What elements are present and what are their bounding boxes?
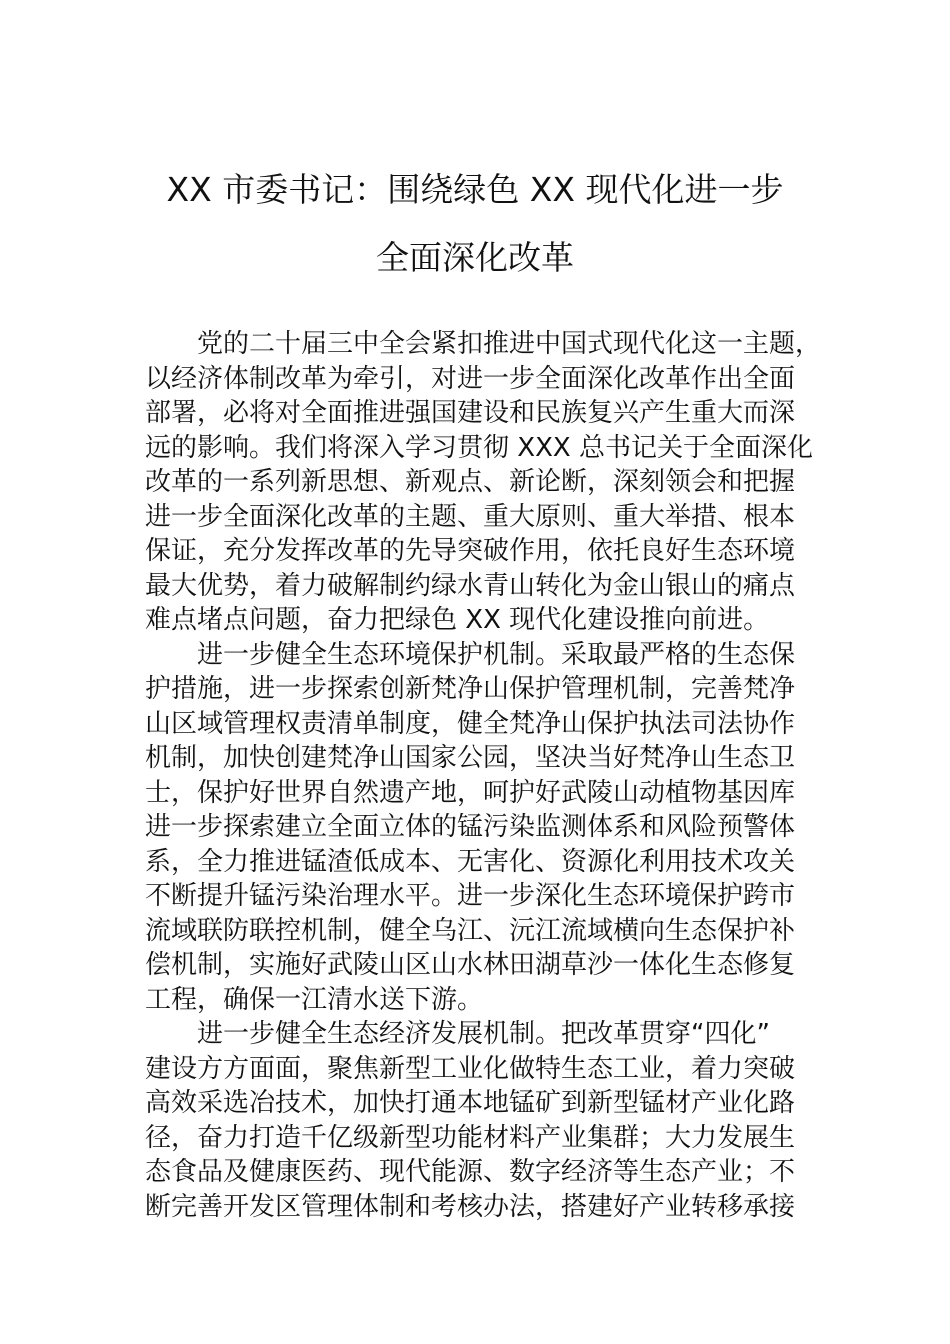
paragraph-1-line: 部署，必将对全面推进强国建设和民族复兴产生重大而深 bbox=[145, 398, 796, 428]
paragraph-3-line: 态食品及健康医药、现代能源、数字经济等生态产业；不 bbox=[145, 1157, 796, 1187]
paragraph-1-line: 改革的一系列新思想、新观点、新论断，深刻领会和把握 bbox=[145, 467, 796, 497]
paragraph-2-line: 工程，确保一江清水送下游。 bbox=[145, 984, 484, 1015]
paragraph-2-line: 机制，加快创建梵净山国家公园，坚决当好梵净山生态卫 bbox=[145, 743, 796, 773]
document-title-line-1: XX 市委书记：围绕绿色 XX 现代化进一步 bbox=[166, 170, 784, 209]
document-title-line-2: 全面深化改革 bbox=[376, 238, 574, 277]
paragraph-3-line: 建设方方面面，聚焦新型工业化做特生态工业，着力突破 bbox=[145, 1053, 796, 1084]
paragraph-1-line: 进一步全面深化改革的主题、重大原则、重大举措、根本 bbox=[145, 501, 796, 532]
paragraph-2-line: 进一步探索建立全面立体的锰污染监测体系和风险预警体 bbox=[145, 812, 796, 842]
paragraph-3-line: 进一步健全生态经济发展机制。把改革贯穿“四化” bbox=[197, 1019, 770, 1049]
paragraph-2-line: 护措施，进一步探索创新梵净山保护管理机制，完善梵净 bbox=[145, 674, 796, 704]
paragraph-1-line: 最大优势，着力破解制约绿水青山转化为金山银山的痛点 bbox=[145, 570, 796, 601]
paragraph-3-line: 径，奋力打造千亿级新型功能材料产业集群；大力发展生 bbox=[145, 1122, 796, 1153]
paragraph-2-line: 进一步健全生态环境保护机制。采取最严格的生态保 bbox=[197, 639, 796, 670]
paragraph-1-line: 以经济体制改革为牵引，对进一步全面深化改革作出全面 bbox=[145, 363, 796, 394]
paragraph-2-line: 流域联防联控机制，健全乌江、沅江流域横向生态保护补 bbox=[145, 915, 796, 946]
paragraph-2-line: 士，保护好世界自然遗产地，呵护好武陵山动植物基因库 bbox=[145, 777, 796, 808]
paragraph-2-line: 不断提升锰污染治理水平。进一步深化生态环境保护跨市 bbox=[145, 881, 796, 911]
paragraph-1-line: 保证，充分发挥改革的先导突破作用，依托良好生态环境 bbox=[145, 536, 796, 566]
paragraph-3-line: 断完善开发区管理体制和考核办法，搭建好产业转移承接 bbox=[145, 1191, 796, 1222]
paragraph-2-line: 偿机制，实施好武陵山区山水林田湖草沙一体化生态修复 bbox=[145, 950, 796, 980]
paragraph-3-line: 高效采选冶技术，加快打通本地锰矿到新型锰材产业化路 bbox=[145, 1088, 796, 1118]
paragraph-1-line: 远的影响。我们将深入学习贯彻 XXX 总书记关于全面深化 bbox=[145, 432, 813, 463]
paragraph-1-line: 党的二十届三中全会紧扣推进中国式现代化这一主题， bbox=[197, 329, 822, 359]
paragraph-2-line: 系，全力推进锰渣低成本、无害化、资源化利用技术攻关 bbox=[145, 846, 796, 877]
paragraph-1-line: 难点堵点问题，奋力把绿色 XX 现代化建设推向前进。 bbox=[145, 605, 770, 635]
paragraph-2-line: 山区域管理权责清单制度，健全梵净山保护执法司法协作 bbox=[145, 708, 796, 739]
document-body bbox=[145, 327, 835, 1224]
